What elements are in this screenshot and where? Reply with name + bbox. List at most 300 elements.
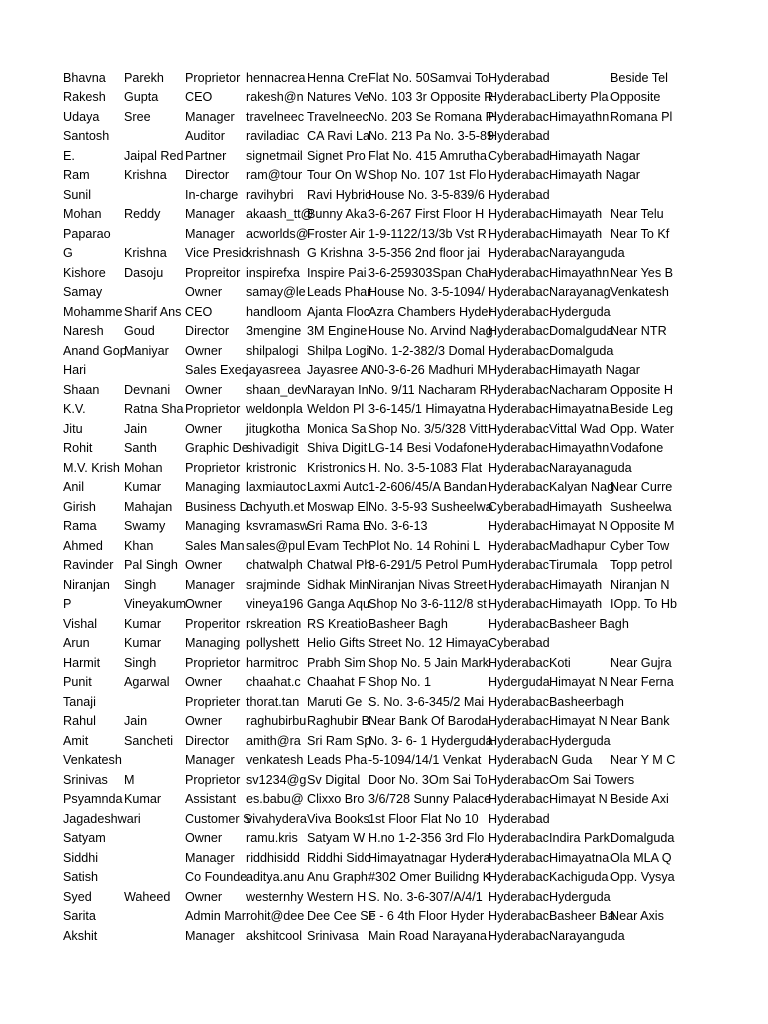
cell-designation: Manager [185, 109, 235, 124]
cell-first-name: Santosh [63, 129, 110, 143]
table-row [0, 771, 768, 791]
cell-designation: Proprietor [185, 460, 241, 475]
cell-designation: Customer S [185, 811, 252, 826]
cell-last-name: Reddy [124, 207, 161, 221]
cell-company: Helio Gifts [307, 636, 366, 650]
cell-company: Weldon Pl [307, 402, 365, 416]
cell-email: aditya.anu [246, 870, 305, 884]
cell-email: ravihybri [246, 187, 294, 202]
cell-city: Hyderabac [488, 850, 549, 865]
cell-email: chaahat.c [246, 675, 301, 689]
cell-designation: Manager [185, 577, 235, 592]
cell-designation: Owner [185, 382, 223, 397]
cell-first-name: Amit [63, 733, 89, 748]
cell-email: venkatesh [246, 753, 304, 767]
cell-city: Hyderabac [488, 265, 549, 280]
cell-landmark [610, 615, 668, 635]
cell-city: Hyderabac [488, 421, 549, 436]
table-row [0, 283, 768, 303]
cell-designation: Owner [185, 714, 223, 728]
table-row [0, 693, 768, 713]
cell-email: pollyshett [246, 636, 300, 650]
cell-last-name: Kumar [124, 480, 162, 494]
cell-area: Hyderguda [549, 304, 611, 319]
cell-first-name: Siddhi [63, 850, 99, 865]
cell-area: Liberty Pla [549, 90, 609, 104]
cell-email: raviladiac [246, 129, 300, 143]
table-row [0, 108, 768, 128]
cell-landmark: Opposite H [610, 382, 673, 397]
cell-address: 3-6-291/5 Petrol Pum [368, 558, 488, 572]
cell-area: Himayat N [549, 675, 608, 689]
cell-area: Kachiguda [549, 870, 609, 884]
cell-address: No. 9/11 Nacharam R [368, 382, 489, 397]
cell-last-name: Maniyar [124, 343, 169, 358]
cell-address: Flat No. 415 Amrutha [368, 148, 488, 163]
cell-first-name: Girish [63, 499, 96, 514]
cell-area: Nacharam [549, 382, 608, 397]
cell-address: LG-14 Besi Vodafone [368, 441, 488, 455]
cell-first-name: Mohamme [63, 304, 123, 319]
cell-landmark: Near Yes B [610, 265, 674, 280]
table-row [0, 127, 768, 147]
cell-first-name: Syed [63, 889, 92, 904]
cell-first-name: Bhavna [63, 70, 106, 85]
cell-company: Bunny Aka [307, 207, 368, 221]
cell-landmark: Domalguda [610, 831, 675, 845]
cell-last-name: Khan [124, 538, 154, 553]
cell-address: No. 1-2-382/3 Domal [368, 343, 485, 358]
cell-last-name: Vineyakum [124, 597, 187, 611]
cell-first-name: P [63, 597, 72, 611]
cell-address: Basheer Bagh [368, 616, 448, 631]
cell-city: Hyderabac [488, 441, 549, 455]
cell-first-name: Ahmed [63, 538, 103, 553]
cell-city: Hyderabac [488, 616, 549, 631]
cell-first-name: Psyamnda [63, 792, 123, 806]
cell-area: Himayatna [549, 402, 610, 416]
cell-last-name: Jain [124, 714, 148, 728]
cell-company: Moswap El [307, 499, 369, 514]
cell-area: Madhapur [549, 538, 606, 553]
cell-last-name [124, 127, 185, 147]
cell-address: Main Road Narayana [368, 928, 488, 943]
cell-email: weldonpla [246, 402, 303, 416]
cell-landmark [610, 693, 668, 713]
cell-last-name [124, 927, 185, 947]
table-row [0, 459, 768, 479]
cell-landmark: Topp petrol [610, 558, 673, 572]
cell-company: Prabh Sim [307, 655, 366, 670]
table-row [0, 927, 768, 947]
cell-last-name [124, 751, 185, 771]
table-row [0, 166, 768, 186]
cell-email: kristronic [246, 460, 297, 475]
cell-email: akshitcool [246, 928, 303, 943]
cell-last-name: Waheed [124, 889, 171, 904]
cell-area: Himayath [549, 207, 603, 221]
cell-area: Hyderguda [549, 733, 611, 748]
cell-address: 3-6-259303Span Char [368, 265, 493, 280]
cell-address: Door No. 3Om Sai To [368, 772, 488, 787]
cell-address: 1st Floor Flat No 10 [368, 811, 479, 826]
cell-last-name [124, 810, 185, 830]
cell-company: Signet Pro [307, 148, 366, 163]
cell-address: S. No. 3-6-307/A/4/1 [368, 889, 483, 904]
cell-landmark: IOpp. To Hb [610, 597, 677, 611]
cell-first-name: Paparao [63, 226, 111, 241]
cell-city: Hyderabac [488, 207, 549, 221]
cell-last-name: Sree [124, 109, 151, 124]
cell-company: Jayasree A [307, 363, 370, 377]
cell-landmark: Opposite M [610, 519, 675, 533]
cell-email: chatwalph [246, 558, 303, 572]
cell-last-name [124, 907, 185, 927]
cell-area: Basheer Ba [549, 909, 615, 923]
cell-company: Kristronics [307, 460, 366, 475]
cell-first-name: Ravinder [63, 558, 114, 572]
table-row [0, 673, 768, 693]
cell-first-name: Udaya [63, 109, 100, 124]
table-row [0, 888, 768, 908]
cell-email: jayasreea [246, 363, 301, 377]
cell-email: jitugkotha [246, 421, 300, 436]
cell-last-name: Jain [124, 421, 148, 436]
cell-address: Shop No 3-6-112/8 st [368, 597, 487, 611]
cell-area [549, 127, 610, 147]
cell-landmark: Romana Pl [610, 109, 673, 124]
cell-city: Hyderabad [488, 187, 550, 202]
cell-area: Hyderguda [549, 889, 611, 904]
table-row [0, 88, 768, 108]
cell-landmark [610, 147, 668, 167]
cell-company: Maruti Ge [307, 694, 363, 709]
cell-area: Himayathn [549, 441, 610, 455]
cell-landmark [610, 634, 668, 654]
cell-address: Azra Chambers Hyder [368, 304, 493, 319]
cell-company: Ajanta Floc [307, 304, 370, 319]
cell-email: hennacrea [246, 70, 306, 85]
cell-first-name: G [63, 246, 73, 260]
cell-landmark: Near NTR [610, 324, 667, 338]
cell-designation: Owner [185, 343, 223, 358]
cell-last-name: Pal Singh [124, 558, 178, 572]
cell-city: Hyderabac [488, 480, 549, 494]
cell-last-name: Santh [124, 441, 157, 455]
cell-area: Basheer Bagh [549, 616, 629, 631]
cell-designation: Proprietor [185, 70, 241, 85]
cell-designation: Assistant [185, 792, 237, 806]
cell-landmark: Ola MLA Q [610, 850, 672, 865]
cell-first-name: Sunil [63, 187, 92, 202]
cell-company: Monica Sa [307, 421, 367, 436]
cell-company: Laxmi Autc [307, 480, 369, 494]
cell-address: No. 213 Pa No. 3-5-89 [368, 129, 495, 143]
cell-first-name: Vishal [63, 616, 98, 631]
table-row [0, 790, 768, 810]
cell-address: House No. 3-5-1094/ [368, 285, 485, 299]
cell-address: No. 103 3r Opposite R [368, 90, 494, 104]
cell-first-name: Satyam [63, 831, 106, 845]
cell-address: 1-9-1122/13/3b Vst R [368, 226, 487, 241]
cell-area: Domalguda [549, 343, 614, 358]
cell-city: Hyderabac [488, 285, 549, 299]
cell-landmark [610, 810, 668, 830]
cell-area: Himayath [549, 597, 603, 611]
cell-email: signetmail [246, 148, 303, 163]
cell-company: Satyam W [307, 831, 366, 845]
cell-company: Shiva Digit [307, 441, 368, 455]
cell-email: rohit@dee [246, 909, 305, 923]
cell-landmark [610, 732, 668, 752]
cell-designation: Auditor [185, 129, 225, 143]
cell-designation: Owner [185, 558, 223, 572]
cell-designation: Sales Man [185, 538, 245, 553]
cell-first-name: Arun [63, 636, 90, 650]
cell-city: Cyberabad [488, 499, 550, 514]
cell-city: Hyderabac [488, 655, 549, 670]
cell-company: Ravi Hybric [307, 187, 372, 202]
cell-designation: Director [185, 324, 230, 338]
cell-company: Natures Ve [307, 90, 370, 104]
cell-company: CA Ravi La [307, 129, 370, 143]
cell-last-name: M [124, 772, 135, 787]
cell-landmark [610, 342, 668, 362]
cell-designation: Partner [185, 148, 227, 163]
cell-email: achyuth.et [246, 499, 305, 514]
cell-first-name: Rohit [63, 441, 93, 455]
cell-city: Hyderabac [488, 519, 549, 533]
cell-designation: Proprieter [185, 694, 241, 709]
cell-company: Riddhi Sidc [307, 850, 371, 865]
cell-last-name: Agarwal [124, 675, 170, 689]
table-row [0, 849, 768, 869]
cell-landmark: Niranjan N [610, 577, 670, 592]
cell-address: 3-6-267 First Floor H [368, 207, 485, 221]
cell-address: 3/6/728 Sunny Palace [368, 792, 492, 806]
cell-first-name: Ram [63, 168, 90, 182]
cell-city: Hyderabac [488, 694, 549, 709]
table-row [0, 810, 768, 830]
cell-first-name: Sarita [63, 909, 96, 923]
cell-landmark: Opp. Water [610, 421, 674, 436]
cell-city: Hyderabac [488, 109, 549, 124]
cell-address: Niranjan Nivas Street [368, 577, 487, 592]
cell-last-name: Parekh [124, 70, 164, 85]
cell-area: Domalguda [549, 324, 614, 338]
cell-designation: Managing [185, 519, 241, 533]
cell-email: ramu.kris [246, 831, 298, 845]
cell-email: samay@le [246, 285, 306, 299]
cell-company: Sidhak Min [307, 577, 370, 592]
cell-email: shivadigit [246, 441, 299, 455]
table-row [0, 517, 768, 537]
cell-last-name [124, 693, 185, 713]
cell-company: Shilpa Logi [307, 343, 370, 358]
cell-landmark [610, 927, 668, 947]
cell-first-name: Mohan [63, 207, 102, 221]
cell-area: Om Sai Towers [549, 772, 635, 787]
cell-landmark: Vodafone [610, 441, 664, 455]
cell-address: -5-1094/14/1 Venkat [368, 753, 482, 767]
cell-email: raghubirbu [246, 714, 307, 728]
cell-address: Shop No. 107 1st Flo [368, 168, 487, 182]
cell-email: riddhisidd [246, 850, 300, 865]
cell-landmark [610, 361, 668, 381]
cell-first-name: Kishore [63, 265, 106, 280]
cell-company: Western H [307, 889, 367, 904]
cell-city: Hyderabac [488, 246, 549, 260]
cell-city: Cyberabad [488, 148, 550, 163]
cell-first-name: Akshit [63, 928, 98, 943]
cell-area: Basheerbagh [549, 694, 624, 709]
cell-last-name: Mahajan [124, 499, 173, 514]
cell-first-name: Rakesh [63, 90, 106, 104]
cell-address: F - 6 4th Floor Hyder [368, 909, 485, 923]
cell-designation: Director [185, 733, 230, 748]
cell-designation: Vice Presic [185, 246, 248, 260]
cell-city: Hyderabac [488, 168, 549, 182]
table-row [0, 654, 768, 674]
cell-last-name [124, 361, 185, 381]
table-row [0, 732, 768, 752]
table-row [0, 576, 768, 596]
cell-designation: CEO [185, 90, 213, 104]
cell-area: Narayanaguda [549, 460, 632, 475]
table-row [0, 498, 768, 518]
cell-first-name: M.V. Krish [63, 460, 120, 475]
cell-address: Shop No. 5 Jain Mark [368, 655, 490, 670]
cell-company: Raghubir B [307, 714, 371, 728]
cell-designation: Manager [185, 207, 235, 221]
table-row [0, 69, 768, 89]
table-row [0, 439, 768, 459]
cell-landmark [610, 244, 668, 264]
cell-designation: Admin Mar [185, 909, 246, 923]
cell-landmark: Beside Leg [610, 402, 674, 416]
cell-address: N0-3-6-26 Madhuri M [368, 363, 488, 377]
cell-email: ram@tour [246, 168, 303, 182]
cell-city: Hyderabac [488, 928, 549, 943]
cell-designation: Owner [185, 285, 223, 299]
cell-designation: Manager [185, 753, 235, 767]
cell-last-name: Mohan [124, 460, 163, 475]
cell-first-name: Tanaji [63, 694, 96, 709]
cell-designation: Sales Exec [185, 363, 248, 377]
cell-address: 3-6-145/1 Himayatna [368, 402, 486, 416]
cell-area [549, 69, 610, 89]
cell-landmark [610, 459, 668, 479]
table-row [0, 751, 768, 771]
cell-first-name: Rahul [63, 714, 96, 728]
cell-last-name: Dasoju [124, 265, 164, 280]
cell-address: H. No. 3-5-1083 Flat [368, 460, 483, 475]
cell-landmark: Near Telu [610, 207, 664, 221]
cell-company: Anu Graph [307, 870, 368, 884]
cell-city: Hyderabac [488, 226, 549, 241]
cell-first-name: Niranjan [63, 577, 110, 592]
cell-area: Himayath Nagar [549, 363, 640, 377]
cell-city: Hyderabac [488, 90, 549, 104]
cell-email: acworlds@ [246, 226, 309, 241]
cell-address: 3-5-356 2nd floor jai [368, 246, 481, 260]
cell-last-name [124, 868, 185, 888]
cell-first-name: Harmit [63, 655, 101, 670]
cell-last-name [124, 829, 185, 849]
cell-designation: Director [185, 168, 230, 182]
cell-area: Narayanguda [549, 246, 625, 260]
cell-address: No. 203 Se Romana Pl [368, 109, 497, 124]
cell-first-name: Satish [63, 870, 99, 884]
cell-first-name: Shaan [63, 382, 100, 397]
cell-landmark: Beside Tel [610, 70, 668, 85]
cell-company: Leads Pha [307, 753, 368, 767]
cell-city: Hyderabad [488, 811, 550, 826]
cell-address: Flat No. 50Samvai To [368, 70, 489, 85]
cell-landmark: Venkatesh [610, 285, 669, 299]
cell-city: Hyderabac [488, 870, 549, 884]
cell-area: N Guda [549, 753, 593, 767]
cell-company: Viva Books [307, 811, 370, 826]
cell-area: Narayanguda [549, 928, 625, 943]
cell-first-name: Anand Gop [63, 343, 127, 358]
cell-email: 3mengine [246, 324, 302, 338]
table-row [0, 868, 768, 888]
cell-company: Sri Ram Sp [307, 733, 372, 748]
cell-city: Hyderabac [488, 558, 549, 572]
cell-company: RS Kreatio [307, 616, 368, 631]
cell-city: Hyderabad [488, 70, 550, 85]
cell-city: Hyderabac [488, 343, 549, 358]
cell-email: sales@pul [246, 538, 305, 553]
cell-landmark: Near Axis [610, 909, 664, 923]
cell-area [549, 634, 610, 654]
cell-designation: CEO [185, 304, 213, 319]
cell-email: es.babu@ [246, 792, 304, 806]
cell-email: vivahydera [246, 811, 307, 826]
cell-area: Himayath Nagar [549, 148, 640, 163]
cell-address: #302 Omer Builidng K [368, 870, 492, 884]
table-row [0, 400, 768, 420]
cell-city: Hyderabac [488, 577, 549, 592]
cell-landmark [610, 166, 668, 186]
cell-city: Hyderabac [488, 324, 549, 338]
cell-landmark: Near Ferna [610, 675, 674, 689]
table-row [0, 322, 768, 342]
cell-email: shilpalogi [246, 343, 299, 358]
cell-city: Cyberabad [488, 636, 550, 650]
cell-area: Tirumala [549, 558, 598, 572]
table-row [0, 712, 768, 732]
cell-city: Hyderabac [488, 460, 549, 475]
table-row [0, 303, 768, 323]
cell-area: Koti [549, 655, 571, 670]
table-row [0, 186, 768, 206]
cell-last-name: Kumar [124, 636, 162, 650]
table-row [0, 537, 768, 557]
cell-city: Hyderabac [488, 363, 549, 377]
cell-last-name: Sharif Ans [124, 304, 182, 319]
cell-city: Hyderabac [488, 402, 549, 416]
cell-landmark: Susheelwa [610, 499, 672, 514]
cell-address: Shop No. 1 [368, 675, 432, 689]
cell-company: Srinivasa [307, 928, 359, 943]
cell-company: Dee Cee Se [307, 909, 376, 923]
cell-area: Vittal Wad [549, 421, 606, 436]
cell-designation: Co Founde [185, 870, 248, 884]
cell-company: Froster Air [307, 226, 366, 241]
cell-last-name: Devnani [124, 382, 171, 397]
